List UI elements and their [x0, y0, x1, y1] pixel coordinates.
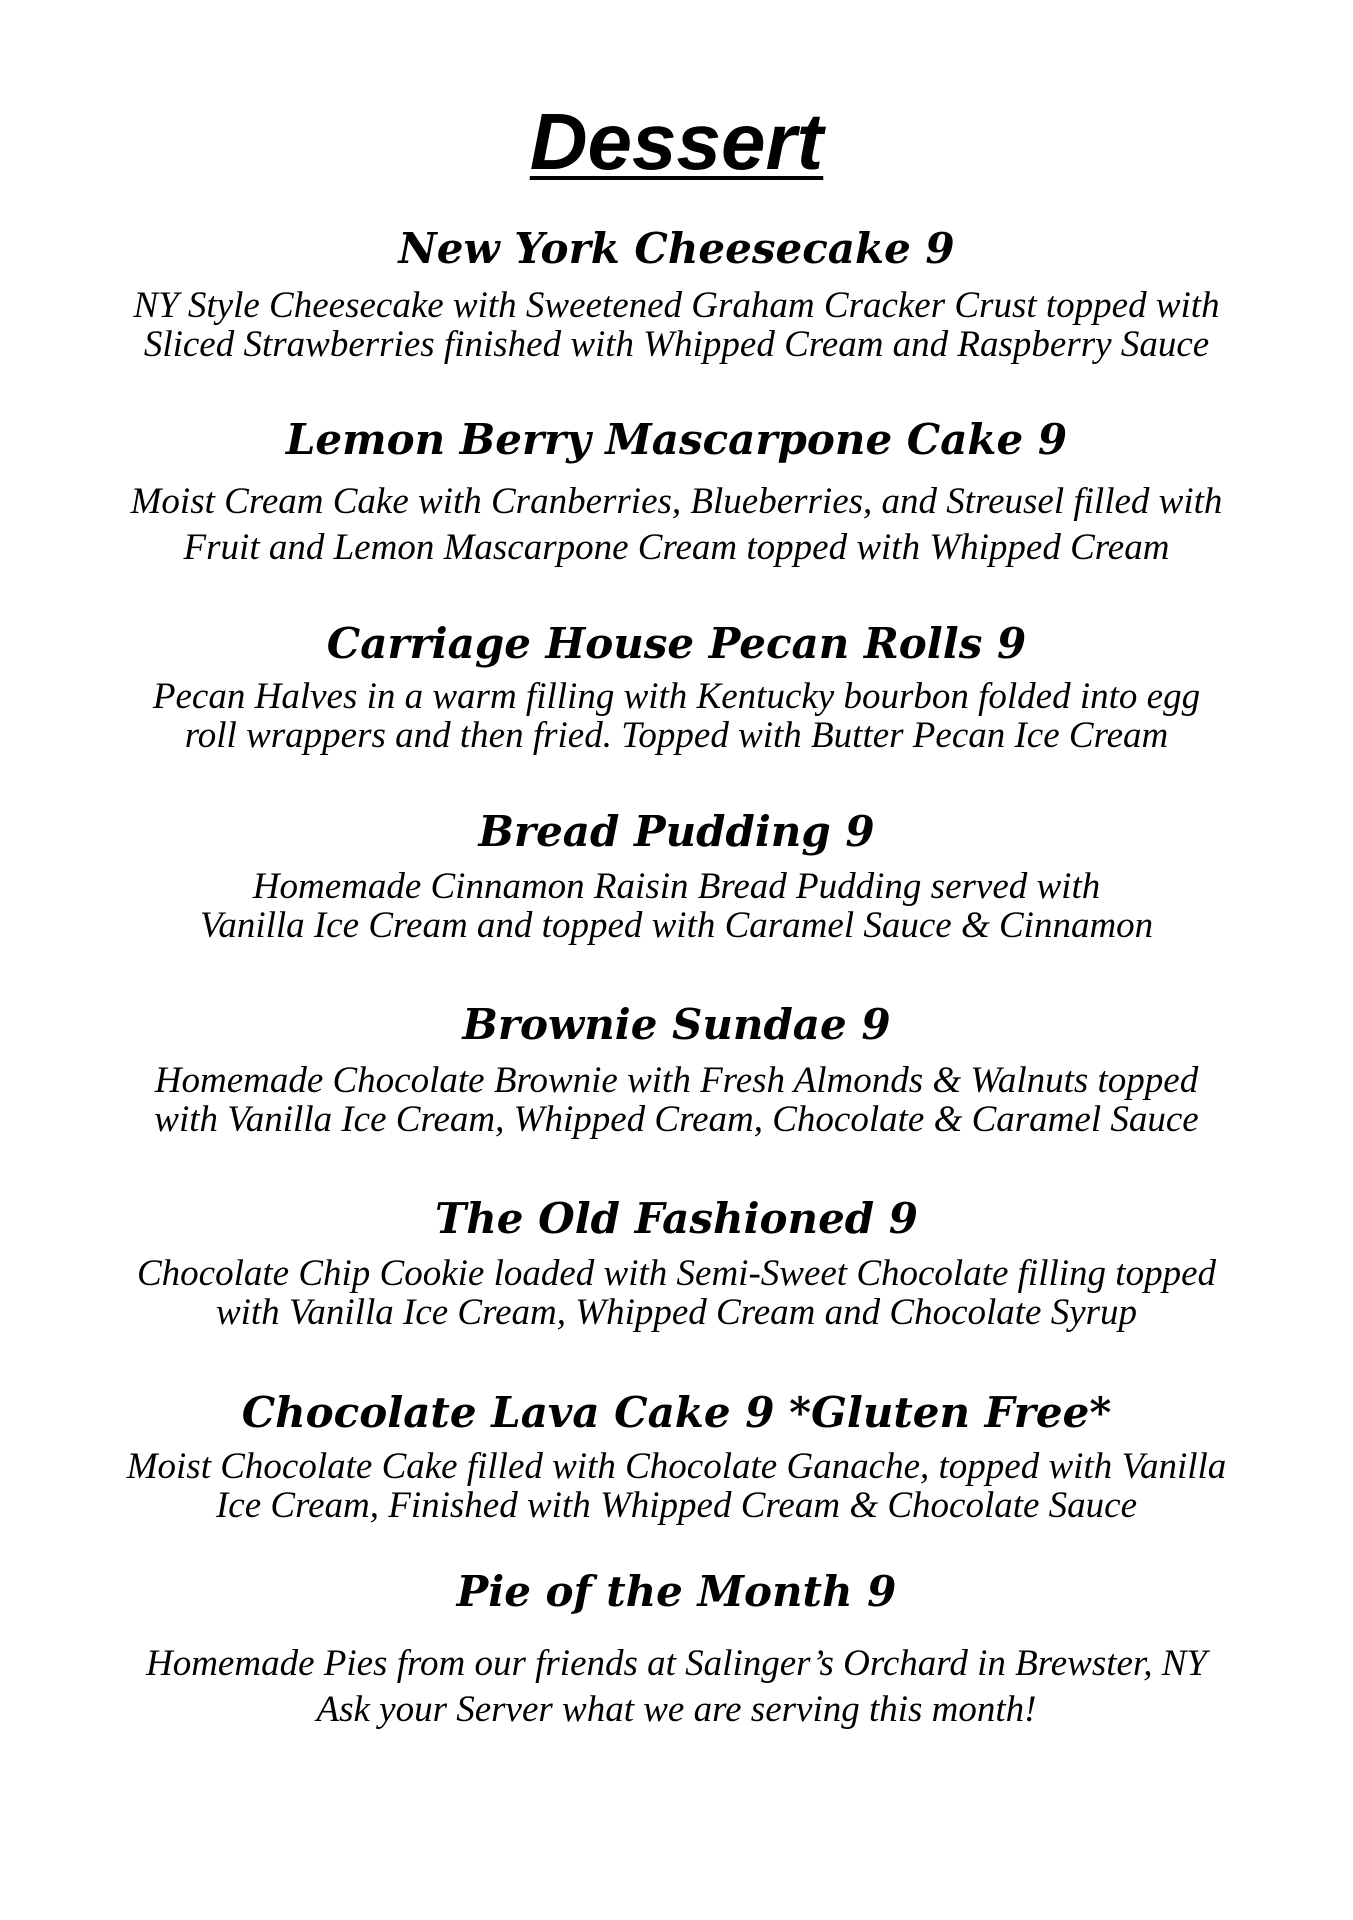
menu-item-chocolate-lava-cake: [0, 1386, 1353, 1525]
description-line: Homemade Chocolate Brownie with Fresh Almonds & Walnuts topped: [154, 1060, 1199, 1101]
description-line: Ice Cream, Finished with Whipped Cream & Chocolate Sauce: [215, 1485, 1138, 1526]
description-line: Pecan Halves in a warm filling with Kentucky bourbon folded into egg: [152, 676, 1201, 717]
menu-item-description: [0, 286, 1353, 364]
description-line: with Vanilla Ice Cream, Whipped Cream and Chocolate Syrup: [215, 1292, 1138, 1333]
menu-item-carriage-house-pecan-rolls: [0, 617, 1353, 755]
menu-item-name: Lemon Berry Mascarpone Cake 9: [285, 415, 1068, 464]
menu-item-description: [0, 1447, 1353, 1525]
menu-item-new-york-cheesecake: [0, 222, 1353, 364]
menu-item-name: Pie of the Month 9: [456, 1567, 897, 1616]
description-line: Moist Chocolate Cake filled with Chocolate Ganache, topped with Vanilla: [126, 1446, 1227, 1487]
menu-item-name: Carriage House Pecan Rolls 9: [326, 619, 1027, 668]
description-line: Vanilla Ice Cream and topped with Caramel Sauce & Cinnamon: [199, 905, 1154, 946]
menu-item-description: [0, 1254, 1353, 1332]
menu-item-name: New York Cheesecake 9: [398, 224, 955, 273]
menu-item-name: Brownie Sundae 9: [462, 1000, 891, 1049]
description-line: Homemade Pies from our friends at Salinger’s Orchard in Brewster, NY: [145, 1643, 1207, 1684]
description-line: Ask your Server what we are serving this month!: [316, 1689, 1037, 1730]
menu-item-name: Chocolate Lava Cake 9 *Gluten Free*: [241, 1388, 1112, 1437]
menu-item-the-old-fashioned: [0, 1192, 1353, 1332]
menu-item-description: [0, 1061, 1353, 1139]
description-line: with Vanilla Ice Cream, Whipped Cream, Chocolate & Caramel Sauce: [154, 1099, 1199, 1140]
menu-item-description: [0, 867, 1353, 945]
menu-item-name: Bread Pudding 9: [478, 807, 875, 856]
menu-item-pie-of-the-month: [0, 1565, 1353, 1733]
description-line: NY Style Cheesecake with Sweetened Graham Cracker Crust topped with: [133, 285, 1220, 326]
description-line: Moist Cream Cake with Cranberries, Blueberries, and Streusel filled with: [130, 481, 1223, 522]
menu-item-lemon-berry-mascarpone-cake: [0, 413, 1353, 571]
description-line: Fruit and Lemon Mascarpone Cream topped with Whipped Cream: [183, 527, 1170, 568]
description-line: Sliced Strawberries finished with Whipped Cream and Raspberry Sauce: [143, 324, 1210, 365]
menu-item-name: The Old Fashioned 9: [434, 1194, 919, 1243]
menu-item-description: [0, 677, 1353, 755]
description-line: roll wrappers and then fried. Topped with Butter Pecan Ice Cream: [184, 715, 1169, 756]
description-line: Homemade Cinnamon Raisin Bread Pudding served with: [252, 866, 1101, 907]
menu-item-description: [0, 479, 1353, 571]
menu-item-description: [0, 1641, 1353, 1733]
description-line: Chocolate Chip Cookie loaded with Semi-Sweet Chocolate filling topped: [136, 1253, 1217, 1294]
menu-item-brownie-sundae: [0, 998, 1353, 1139]
menu-title: Dessert: [529, 97, 824, 186]
menu-item-bread-pudding: [0, 805, 1353, 945]
